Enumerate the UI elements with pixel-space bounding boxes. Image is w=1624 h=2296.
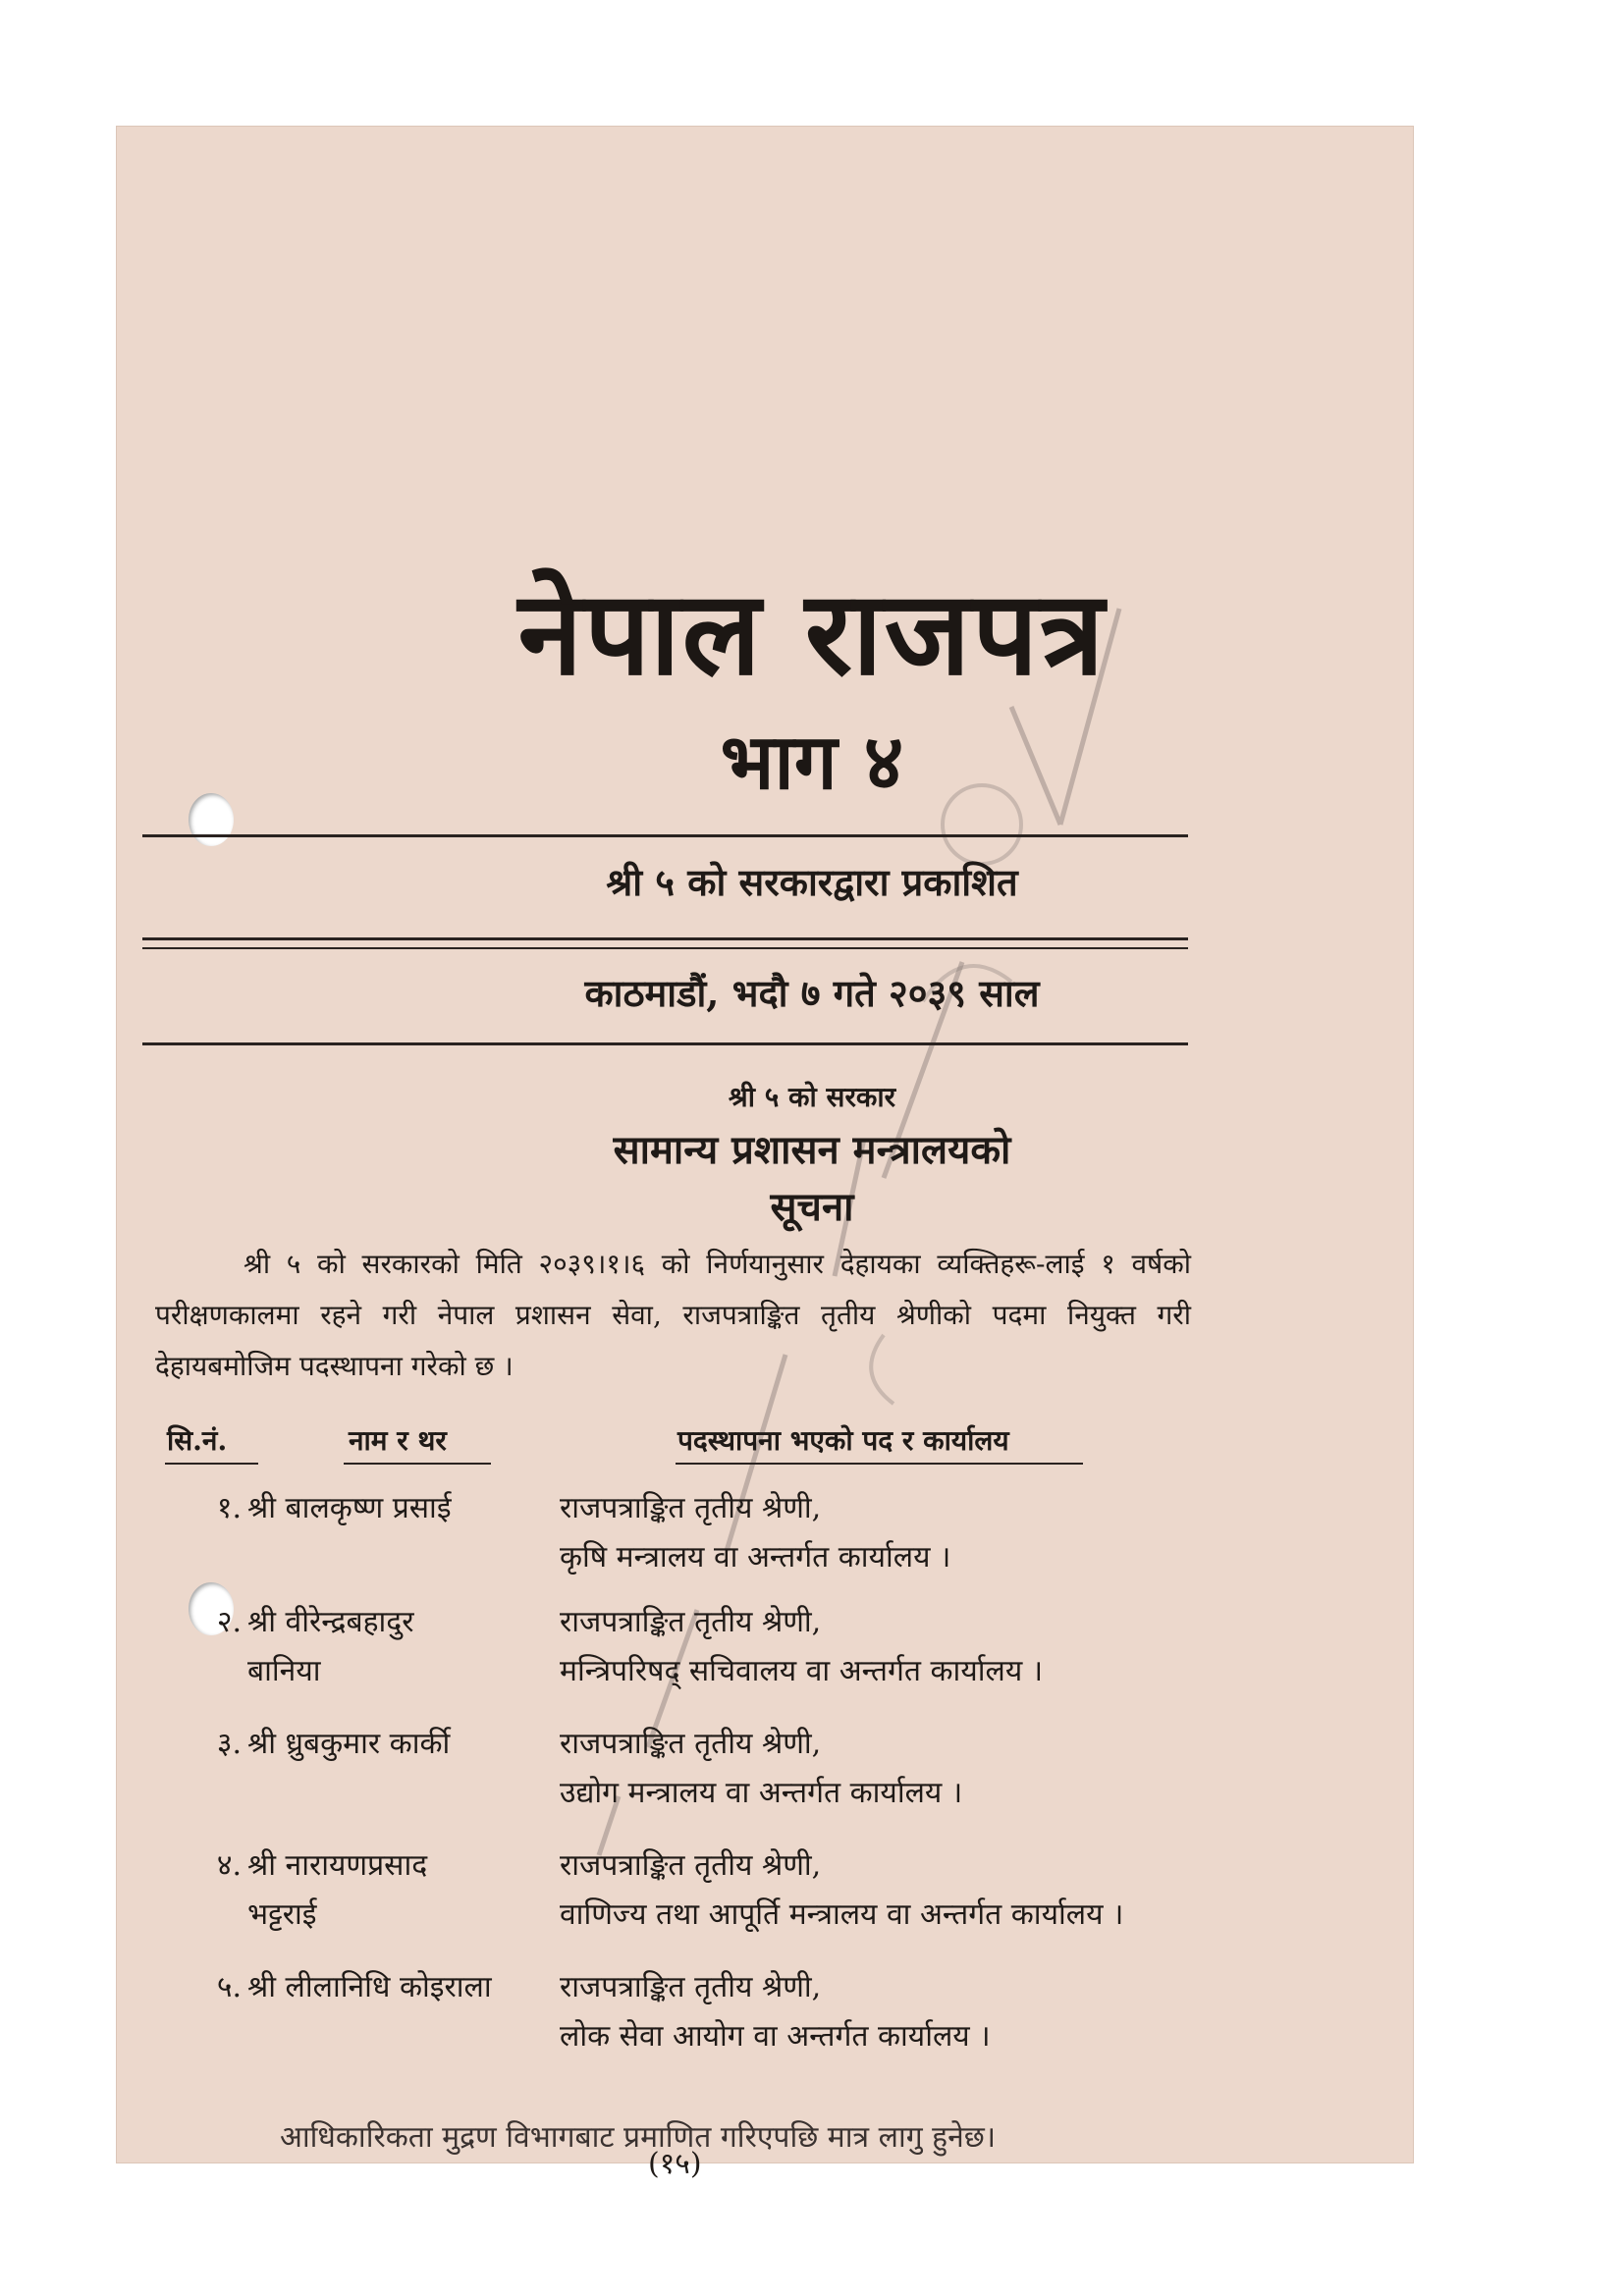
divider [142,937,1188,940]
authenticity-note: आधिकारिकता मुद्रण विभागबाट प्रमाणित गरिएपछि मात्र लागु हुनेछ। [280,2120,997,2155]
row-name: श्री लीलानिधि कोइराला [247,1970,492,2004]
header-underline [165,1463,258,1465]
row-post [560,1598,1375,1696]
row-post-office: कृषि मन्त्रालय वा अन्तर्गत कार्यालय । [560,1540,951,1575]
row-post-grade: राजपत्राङ्कित तृतीय श्रेणी, [560,1491,822,1525]
notice-body-text: श्री ५ को सरकारको मिति २०३९।१।६ को निर्णयानुसार देहायका व्यक्तिहरू-लाई १ वर्षको परीक्षणकालमा रहने गरी नेपाल प्रशासन सेवा, राजपत्राङ्कित तृतीय श्रेणीको पदमा नियुक्त गरी देहायबमोजिम पदस्थापना गरेको छ । [155,1248,1191,1382]
row-post [560,1720,1375,1818]
row-post [560,1842,1375,1940]
header-name: नाम र थर [349,1424,447,1457]
row-post-office: वाणिज्य तथा आपूर्ति मन्त्रालय वा अन्तर्गत कार्यालय । [560,1897,1124,1932]
gazette-part: भाग ४ [720,718,904,807]
header-post: पदस्थापना भएको पद र कार्यालय [677,1424,1009,1457]
date-line: काठमाडौं, भदौ ७ गते २०३९ साल [584,971,1040,1015]
row-number: १. [216,1491,242,1525]
row-post-office: लोक सेवा आयोग वा अन्तर्गत कार्यालय । [560,2019,991,2054]
notice-heading: सूचना [770,1184,854,1230]
row-post-office: उद्योग मन्त्रालय वा अन्तर्गत कार्यालय । [560,1776,963,1810]
row-post-grade: राजपत्राङ्कित तृतीय श्रेणी, [560,1848,822,1883]
notice-body [155,1239,1191,1392]
row-number: ३. [216,1727,242,1761]
row-post-office: मन्त्रिपरिषद् सचिवालय वा अन्तर्गत कार्यालय । [560,1654,1044,1688]
row-post-grade: राजपत्राङ्कित तृतीय श्रेणी, [560,1605,822,1639]
row-name: श्री नारायणप्रसाद भट्टराई [247,1848,428,1932]
divider [142,834,1188,837]
row-name: श्री बालकृष्ण प्रसाई [247,1491,452,1525]
row-post [560,1484,1375,1582]
row-number: ५. [216,1970,242,2004]
header-underline [344,1463,491,1465]
publisher-line: श्री ५ को सरकारद्वारा प्रकाशित [606,860,1018,904]
row-number: २. [216,1605,242,1639]
row-name: श्री ध्रुबकुमार कार्की [247,1727,451,1761]
row-post [560,1963,1375,2061]
divider [142,1042,1188,1045]
row-post-grade: राजपत्राङ्कित तृतीय श्रेणी, [560,1970,822,2004]
government-line: श्री ५ को सरकार [728,1081,896,1113]
ministry-line: सामान्य प्रशासन मन्त्रालयको [613,1127,1011,1173]
header-serial: सि.नं. [167,1424,228,1457]
row-post-grade: राजपत्राङ्कित तृतीय श्रेणी, [560,1727,822,1761]
divider [142,947,1188,949]
header-underline [676,1463,1083,1465]
row-name: श्री वीरेन्द्रबहादुर बानिया [247,1605,414,1688]
gazette-title: नेपाल राजपत्र [517,565,1107,701]
row-number: ४. [216,1848,242,1883]
page-number: (१५) [648,2147,702,2181]
